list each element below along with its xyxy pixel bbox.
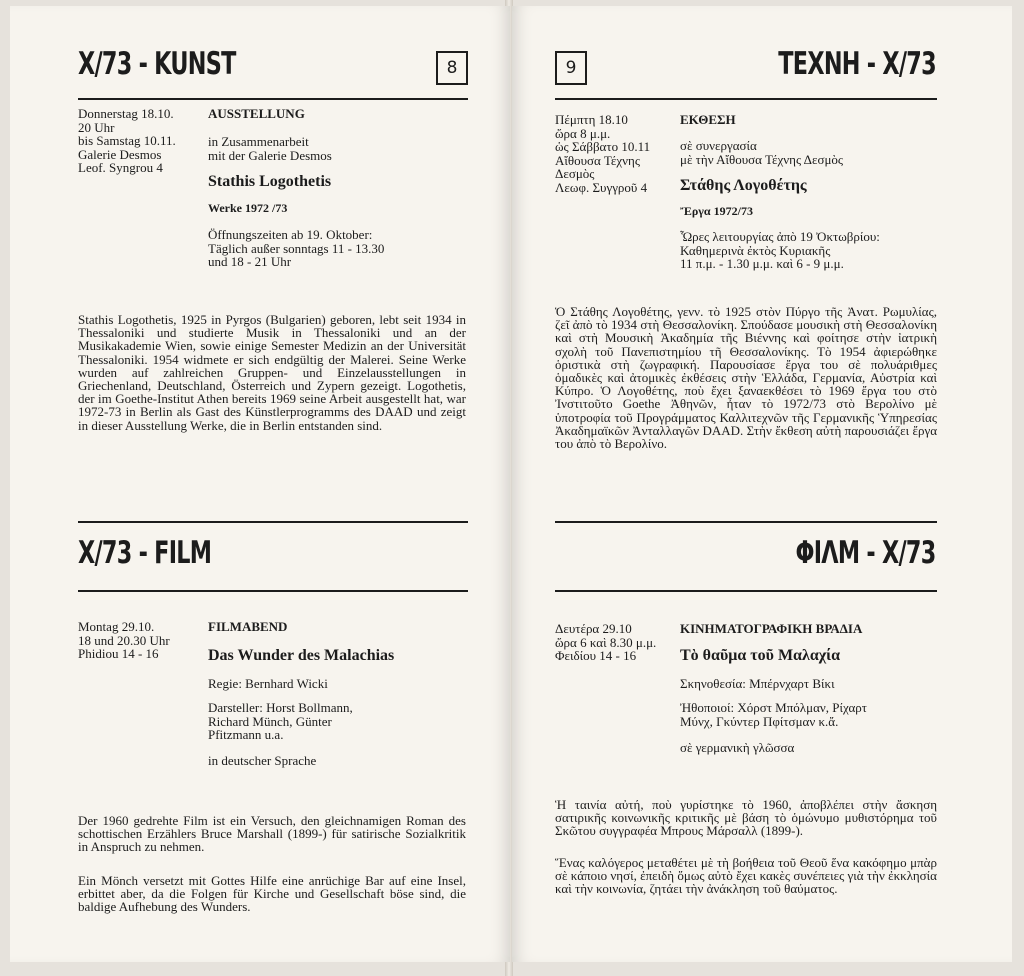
right-film-heading: ΦΙΛΜ - Χ/73 xyxy=(795,535,936,571)
techni-works: Ἔργα 1972/73 xyxy=(680,204,753,218)
page-number-8: 8 xyxy=(436,51,468,85)
techni-info: Πέμπτη 18.10 ὥρα 8 μ.μ. ὡς Σάββατο 10.11 Αἴθουσα Τέχνης Δεσμὸς Λεωφ. Συγγροῦ 4 xyxy=(555,112,651,195)
right-page xyxy=(512,6,1012,962)
right-film-info: Δευτέρα 29.10 ὥρα 6 καὶ 8.30 μ.μ. Φειδίου 14 - 16 xyxy=(555,621,657,663)
right-film-category: ΚΙΝΗΜΑΤΟΓΡΑΦΙΚΗ ΒΡΑΔΙΑ xyxy=(680,621,863,636)
film-title: Das Wunder des Malachias xyxy=(208,647,395,664)
kunst-hours: Öffnungszeiten ab 19. Oktober: Täglich außer sonntags 11 - 13.30 und 18 - 21 Uhr xyxy=(208,227,385,269)
techni-category: ΕΚΘΕΣΗ xyxy=(680,112,736,127)
techni-artist: Στάθης Λογοθέτης xyxy=(680,177,807,194)
techni-heading: ΤΕΧΝΗ - Χ/73 xyxy=(778,46,936,82)
kunst-heading: X/73 - KUNST xyxy=(78,46,236,82)
top-rule-right xyxy=(555,98,937,100)
film-director: Regie: Bernhard Wicki xyxy=(208,676,328,691)
film-category: FILMABEND xyxy=(208,619,288,634)
film-rule-right xyxy=(555,590,937,592)
right-film-director: Σκηνοθεσία: Μπέρνχαρτ Βίκι xyxy=(680,676,835,691)
techni-hours: Ὧρες λειτουργίας ἀπὸ 19 Ὀκτωβρίου: Καθημερινὰ ἐκτὸς Κυριακῆς 11 π.μ. - 1.30 μ.μ. καὶ 6 - 9 μ.μ. xyxy=(680,229,880,271)
kunst-collab: in Zusammenarbeit mit der Galerie Desmos xyxy=(208,134,332,163)
techni-body: Ὁ Στάθης Λογοθέτης, γενν. τὸ 1925 στὸν Πύργο τῆς Ἀνατ. Ρωμυλίας, ζεῖ ἀπὸ τὸ 1934 στὴ Θεσσαλονίκη. Σπούδασε μουσικὴ στὴ Θεσσαλονίκη καὶ στὴ Μουσικὴ Ἀκαδημία τῆς Βιέννης καὶ φοίτησε στὴν ἰατρικὴ σχολὴ τοῦ Πανεπιστημίου τῆ Θεσσαλονίκης. Τὸ 1954 ἀφιερώθηκε ὁριστικὰ στὴ ζωγραφική. Παρουσίασε ἔργα του σὲ πολυάριθμες ὁμαδικὲς καὶ ἀτομικὲς ἐκθέσεις στὴν Ἑλλάδα, Γερμανία, Αὐστρία καὶ Κύπρο. Ὁ Λογοθέτης, ποὺ ἔχει ξαναεκθέσει τὸ 1969 ἔργα του στὸ Ἰνστιτοῦτο Goethe Ἀθηνῶν, ἦταν τὸ 1972/73 στὸ Βερολίνο μὲ ὑποτροφία τοῦ Προγράμματος Καλλιτεχνῶν τῆς Γερμανικῆς Ὑπηρεσίας Ἀκαδημαϊκῶν Ἀνταλλαγῶν DAAD. Στὴν ἔκθεση αὐτὴ παρουσιάζει ἔργα του ἀπὸ τὸ Βερολίνο. xyxy=(555,304,937,452)
kunst-artist: Stathis Logothetis xyxy=(208,173,332,190)
right-film-body-2: Ἕνας καλόγερος μεταθέτει μὲ τὴ βοήθεια τοῦ Θεοῦ ἕνα κακόφημο μπὰρ σὲ κάποιο νησί, ἐπειδὴ ὅμως αὐτὸ ἔχει κακὲς συνέπειες γιὰ τὴν ἐκκλησία καὶ τὴν κοινωνία, ζητάει τὴν ἀνάκληση τοῦ θαύματος. xyxy=(555,855,937,897)
film-body-1: Der 1960 gedrehte Film ist ein Versuch, den gleichnamigen Roman des schottischen Erzählers Bruce Marshall (1899-) für satirische Sozialkritik in Anspruch zu nehmen. xyxy=(78,813,466,855)
film-heading: X/73 - FILM xyxy=(78,535,212,571)
left-page xyxy=(10,6,510,962)
page-number-9: 9 xyxy=(555,51,587,85)
mid-rule-right xyxy=(555,521,937,523)
right-film-body-1: Ἡ ταινία αὐτή, ποὺ γυρίστηκε τὸ 1960, ἀποβλέπει στὴν ἄσκηση σατιρικῆς κοινωνικῆς κριτικῆς μὲ βάση τὸ ὁμώνυμο μυθιστόρημα τοῦ Σκῶτου συγγραφέα Μπρους Μάρσαλλ (1899-). xyxy=(555,797,937,839)
kunst-info: Donnerstag 18.10. 20 Uhr bis Samstag 10.11. Galerie Desmos Leof. Syngrou 4 xyxy=(78,106,176,175)
film-rule-left xyxy=(78,590,468,592)
film-cast: Darsteller: Horst Bollmann, Richard Münch, Günter Pfitzmann u.a. xyxy=(208,700,353,742)
top-rule-left xyxy=(78,98,468,100)
right-film-language: σὲ γερμανικὴ γλῶσσα xyxy=(680,740,795,755)
right-film-title: Τὸ θαῦμα τοῦ Μαλαχία xyxy=(680,647,841,664)
film-body-2: Ein Mönch versetzt mit Gottes Hilfe eine anrüchige Bar auf eine Insel, erbittet aber, da die Folgen für Kirche und Gesellschaft böse sind, die baldige Aufhebung des Wunders. xyxy=(78,873,466,915)
mid-rule-left xyxy=(78,521,468,523)
film-language: in deutscher Sprache xyxy=(208,753,317,768)
kunst-category: AUSSTELLUNG xyxy=(208,106,305,121)
film-info: Montag 29.10. 18 und 20.30 Uhr Phidiou 14 - 16 xyxy=(78,619,170,661)
techni-collab: σὲ συνεργασία μὲ τὴν Αἴθουσα Τέχνης Δεσμὸς xyxy=(680,138,844,167)
kunst-works: Werke 1972 /73 xyxy=(208,201,288,215)
kunst-body: Stathis Logothetis, 1925 in Pyrgos (Bulgarien) geboren, lebt seit 1934 in Thessaloniki und studierte Musik in Thessaloniki und an der Musikakademie Wien, sowie einige Semester Medizin an der Universität Thessaloniki. 1954 widmete er sich endgültig der Malerei. Seine Werke wurden auf zahlreichen Gruppen- und Einzelausstellungen in Griechenland, Deutschland, Österreich und Zypern gezeigt. Logothetis, der im Goethe-Institut Athen bereits 1969 seine Arbeit ausgestellt hat, war 1972-73 in Berlin als Gast des Künstlerprogramms des DAAD und zeigt in dieser Ausstellung Werke, die in Berlin entstanden sind. xyxy=(78,312,466,433)
right-film-cast: Ἠθοποιοί: Χόρστ Μπόλμαν, Ρίχαρτ Μύνχ, Γκύντερ Πφίτσμαν κ.ἄ. xyxy=(680,700,867,729)
